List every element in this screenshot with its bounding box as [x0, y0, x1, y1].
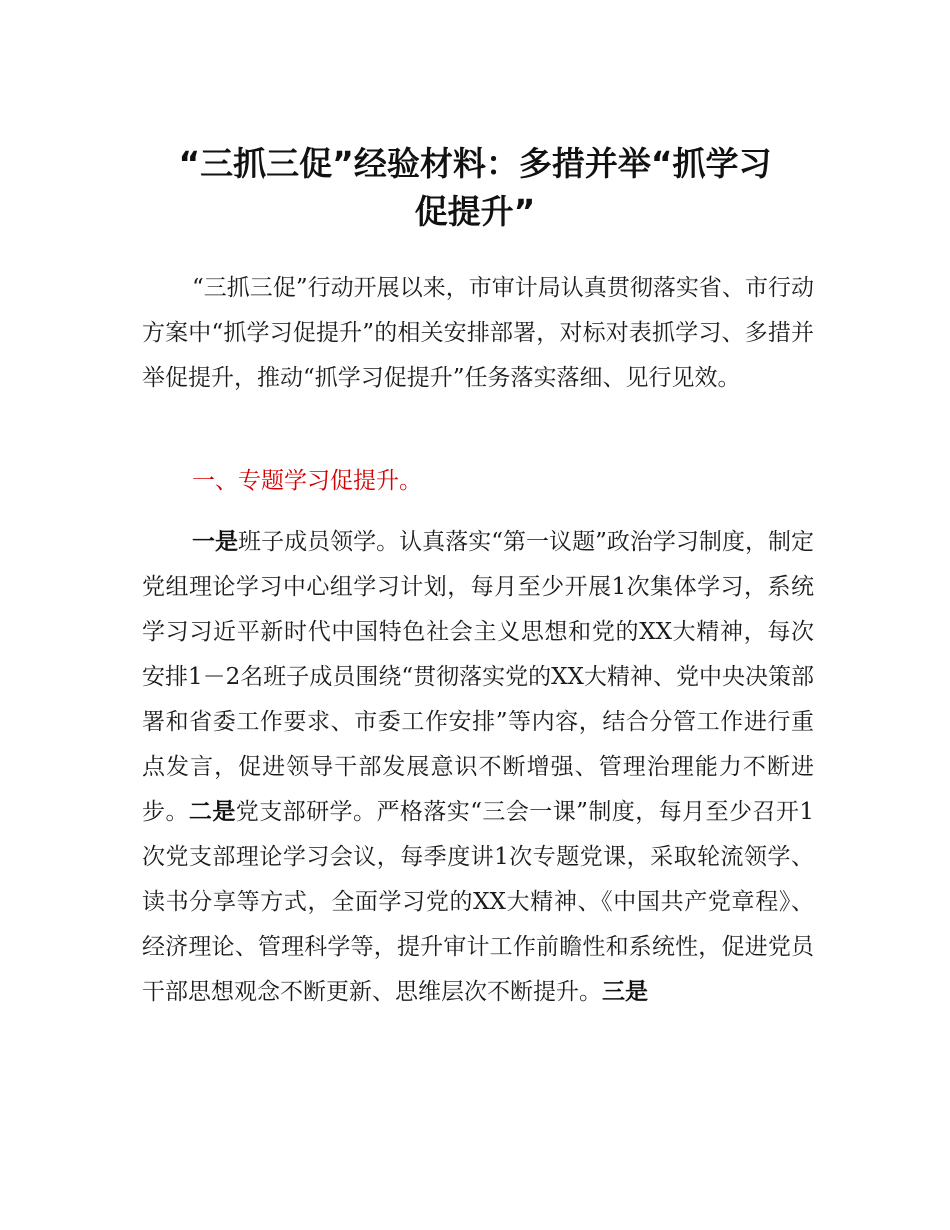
intro-paragraph: “三抓三促”行动开展以来，市审计局认真贯彻落实省、市行动方案中“抓学习促提升”的相关安排部署，对标对表抓学习、多措并举促提升，推动“抓学习促提升”任务落实落细、见行见效。 — [142, 275, 814, 391]
lead-phrase-2: 二是 — [188, 799, 236, 825]
document-title-line-2: 促提升” — [414, 192, 536, 231]
lead-phrase-1: 一是 — [192, 529, 239, 555]
lead-phrase-3: 三是 — [602, 979, 648, 1005]
paragraph-text-2: 党支部研学。严格落实“三会一课”制度，每月至少召开1次党支部理论学习会议，每季度讲1次专题党课，采取轮流领学、读书分享等方式，全面学习党的XX大精神、《中国共产党章程》、经济理论、管理科学等，提升审计工作前瞻性和系统性，促进党员干部思想观念不断更新、思维层次不断提升。 — [142, 799, 815, 1005]
document-title-line-1: “三抓三促”经验材料：多措并举“抓学习 — [178, 144, 772, 183]
section-1-paragraph — [142, 520, 814, 1015]
section-heading-1: 一、专题学习促提升。 — [192, 468, 422, 494]
document-title — [0, 140, 950, 236]
paragraph-text-1: 班子成员领学。认真落实“第一议题”政治学习制度，制定党组理论学习中心组学习计划，每月至少开展1次集体学习，系统学习习近平新时代中国特色社会主义思想和党的XX大精神，每次安排1－2名班子成员围绕“贯彻落实党的XX大精神、党中央决策部署和省委工作要求、市委工作安排”等内容，结合分管工作进行重点发言，促进领导干部发展意识不断增强、管理治理能力不断进步。 — [142, 529, 814, 825]
